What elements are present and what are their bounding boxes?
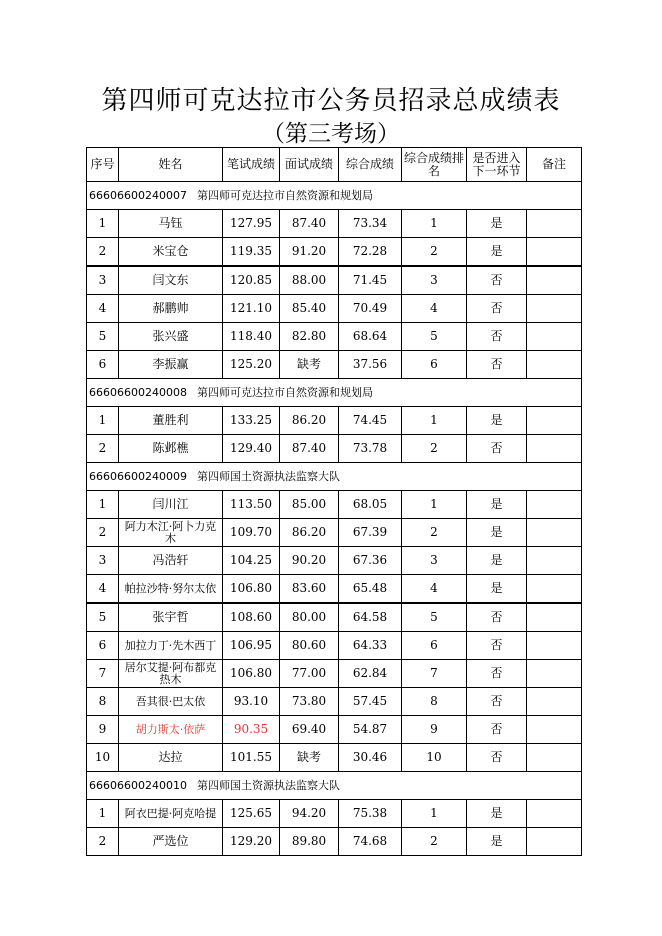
cell-note <box>527 575 582 604</box>
cell-no: 2 <box>87 519 119 547</box>
header-cell-note: 备注 <box>527 148 582 182</box>
cell-no: 1 <box>87 210 119 238</box>
cell-note <box>527 435 582 463</box>
employer-unit: 第四师国土资源执法监察大队 <box>196 779 340 792</box>
cell-interview: 90.20 <box>280 547 339 575</box>
cell-interview: 89.80 <box>280 828 339 856</box>
cell-note <box>527 295 582 323</box>
cell-no: 8 <box>87 688 119 716</box>
cell-name: 达拉 <box>119 744 223 772</box>
table-row <box>87 632 582 660</box>
cell-next: 是 <box>467 800 527 828</box>
cell-name: 张兴盛 <box>119 323 223 351</box>
cell-rank: 1 <box>402 491 467 519</box>
header-cell-no: 序号 <box>87 148 119 182</box>
cell-written: 109.70 <box>223 519 280 547</box>
cell-note <box>527 660 582 688</box>
cell-note <box>527 491 582 519</box>
cell-total: 68.64 <box>339 323 402 351</box>
cell-written: 118.40 <box>223 323 280 351</box>
page-title: 第四师可克达拉市公务员招录总成绩表 <box>101 86 561 116</box>
cell-rank: 9 <box>402 716 467 744</box>
cell-total: 30.46 <box>339 744 402 772</box>
cell-next: 否 <box>467 744 527 772</box>
section-header-row <box>87 463 582 491</box>
cell-written: 129.40 <box>223 435 280 463</box>
position-code: 66606600240010 <box>89 779 187 792</box>
cell-name: 居尔艾提·阿布都克热木 <box>119 660 223 688</box>
table-row <box>87 688 582 716</box>
cell-total: 67.39 <box>339 519 402 547</box>
table-row <box>87 295 582 323</box>
cell-written: 125.20 <box>223 351 280 379</box>
cell-next: 否 <box>467 716 527 744</box>
cell-next: 是 <box>467 575 527 604</box>
table-row <box>87 323 582 351</box>
cell-note <box>527 519 582 547</box>
cell-name: 郝鹏帅 <box>119 295 223 323</box>
cell-no: 6 <box>87 351 119 379</box>
cell-next: 是 <box>467 210 527 238</box>
section-header-row <box>87 379 582 407</box>
header-cell-total: 综合成绩 <box>339 148 402 182</box>
cell-no: 4 <box>87 575 119 604</box>
cell-next: 是 <box>467 238 527 267</box>
cell-note <box>527 351 582 379</box>
cell-total: 67.36 <box>339 547 402 575</box>
cell-name: 闫川江 <box>119 491 223 519</box>
cell-rank: 6 <box>402 351 467 379</box>
cell-next: 否 <box>467 323 527 351</box>
cell-total: 62.84 <box>339 660 402 688</box>
cell-interview: 87.40 <box>280 435 339 463</box>
cell-total: 73.34 <box>339 210 402 238</box>
table-row <box>87 744 582 772</box>
cell-written: 108.60 <box>223 603 280 632</box>
cell-interview: 86.20 <box>280 519 339 547</box>
position-code: 66606600240007 <box>89 189 187 202</box>
table-row <box>87 828 582 856</box>
cell-name: 帕拉沙特·努尔太依 <box>119 575 223 604</box>
cell-written: 101.55 <box>223 744 280 772</box>
cell-interview: 86.20 <box>280 407 339 435</box>
cell-rank: 1 <box>402 407 467 435</box>
table-row <box>87 491 582 519</box>
cell-note <box>527 266 582 295</box>
cell-rank: 5 <box>402 603 467 632</box>
table-row <box>87 519 582 547</box>
cell-no: 6 <box>87 632 119 660</box>
cell-interview: 69.40 <box>280 716 339 744</box>
header-cell-interview: 面试成绩 <box>280 148 339 182</box>
cell-name: 陈邺樵 <box>119 435 223 463</box>
employer-unit: 第四师可克达拉市自然资源和规划局 <box>196 386 373 399</box>
cell-name: 加拉力丁·先木西丁 <box>119 632 223 660</box>
cell-written: 133.25 <box>223 407 280 435</box>
cell-rank: 2 <box>402 828 467 856</box>
cell-total: 74.68 <box>339 828 402 856</box>
cell-note <box>527 744 582 772</box>
cell-total: 37.56 <box>339 351 402 379</box>
section-header-row <box>87 772 582 800</box>
table-row <box>87 575 582 604</box>
cell-name: 阿力木江·阿卜力克木 <box>119 519 223 547</box>
cell-next: 否 <box>467 351 527 379</box>
cell-interview: 83.60 <box>280 575 339 604</box>
cell-rank: 6 <box>402 632 467 660</box>
cell-name: 张宇哲 <box>119 603 223 632</box>
cell-written: 113.50 <box>223 491 280 519</box>
table-row <box>87 238 582 267</box>
table-row <box>87 547 582 575</box>
cell-interview: 91.20 <box>280 238 339 267</box>
cell-interview: 缺考 <box>280 351 339 379</box>
cell-total: 54.87 <box>339 716 402 744</box>
cell-rank: 5 <box>402 323 467 351</box>
cell-no: 2 <box>87 238 119 267</box>
cell-name: 胡力斯太·依萨 <box>119 716 223 744</box>
cell-rank: 2 <box>402 238 467 267</box>
table-row <box>87 351 582 379</box>
cell-rank: 4 <box>402 575 467 604</box>
cell-note <box>527 716 582 744</box>
cell-name: 李振赢 <box>119 351 223 379</box>
table-row <box>87 407 582 435</box>
cell-rank: 8 <box>402 688 467 716</box>
cell-note <box>527 323 582 351</box>
cell-note <box>527 547 582 575</box>
cell-total: 74.45 <box>339 407 402 435</box>
cell-interview: 94.20 <box>280 800 339 828</box>
cell-note <box>527 407 582 435</box>
cell-next: 否 <box>467 603 527 632</box>
cell-name: 吾其很·巴太依 <box>119 688 223 716</box>
cell-interview: 85.00 <box>280 491 339 519</box>
cell-written: 93.10 <box>223 688 280 716</box>
cell-no: 9 <box>87 716 119 744</box>
cell-written: 104.25 <box>223 547 280 575</box>
cell-interview: 缺考 <box>280 744 339 772</box>
cell-note <box>527 603 582 632</box>
cell-rank: 4 <box>402 295 467 323</box>
cell-interview: 85.40 <box>280 295 339 323</box>
score-table <box>86 147 582 856</box>
table-row <box>87 800 582 828</box>
cell-rank: 3 <box>402 547 467 575</box>
cell-name: 冯浩轩 <box>119 547 223 575</box>
cell-rank: 2 <box>402 519 467 547</box>
cell-written: 129.20 <box>223 828 280 856</box>
cell-no: 2 <box>87 435 119 463</box>
position-code: 66606600240009 <box>89 470 187 483</box>
cell-rank: 1 <box>402 800 467 828</box>
cell-total: 65.48 <box>339 575 402 604</box>
cell-total: 68.05 <box>339 491 402 519</box>
cell-no: 5 <box>87 603 119 632</box>
cell-next: 否 <box>467 632 527 660</box>
section-header-cell <box>87 379 582 407</box>
cell-next: 否 <box>467 435 527 463</box>
cell-written: 106.95 <box>223 632 280 660</box>
table-row <box>87 210 582 238</box>
cell-next: 是 <box>467 491 527 519</box>
cell-interview: 80.00 <box>280 603 339 632</box>
cell-total: 75.38 <box>339 800 402 828</box>
cell-name: 闫文东 <box>119 266 223 295</box>
cell-interview: 82.80 <box>280 323 339 351</box>
cell-no: 1 <box>87 800 119 828</box>
header-cell-name: 姓名 <box>119 148 223 182</box>
cell-no: 4 <box>87 295 119 323</box>
cell-total: 70.49 <box>339 295 402 323</box>
cell-written: 127.95 <box>223 210 280 238</box>
position-code: 66606600240008 <box>89 386 187 399</box>
cell-total: 64.33 <box>339 632 402 660</box>
cell-note <box>527 210 582 238</box>
cell-no: 5 <box>87 323 119 351</box>
header-cell-written: 笔试成绩 <box>223 148 280 182</box>
cell-rank: 3 <box>402 266 467 295</box>
table-row <box>87 435 582 463</box>
cell-next: 否 <box>467 295 527 323</box>
cell-name: 严选位 <box>119 828 223 856</box>
table-row <box>87 603 582 632</box>
cell-total: 64.58 <box>339 603 402 632</box>
cell-written: 120.85 <box>223 266 280 295</box>
section-header-cell <box>87 463 582 491</box>
header-cell-next: 是否进入下一环节 <box>467 148 527 182</box>
cell-next: 否 <box>467 266 527 295</box>
cell-name: 董胜利 <box>119 407 223 435</box>
cell-name: 米宝仓 <box>119 238 223 267</box>
employer-unit: 第四师国土资源执法监察大队 <box>196 470 340 483</box>
section-header-cell <box>87 772 582 800</box>
cell-next: 否 <box>467 660 527 688</box>
score-table-body <box>87 148 582 856</box>
cell-rank: 7 <box>402 660 467 688</box>
header-row <box>87 148 582 182</box>
cell-no: 3 <box>87 547 119 575</box>
cell-rank: 2 <box>402 435 467 463</box>
cell-note <box>527 828 582 856</box>
section-header-cell <box>87 182 582 210</box>
cell-written: 106.80 <box>223 660 280 688</box>
cell-note <box>527 688 582 716</box>
cell-total: 57.45 <box>339 688 402 716</box>
cell-note <box>527 800 582 828</box>
cell-next: 是 <box>467 547 527 575</box>
cell-no: 3 <box>87 266 119 295</box>
cell-written: 119.35 <box>223 238 280 267</box>
table-row <box>87 266 582 295</box>
cell-next: 是 <box>467 519 527 547</box>
cell-no: 10 <box>87 744 119 772</box>
cell-total: 73.78 <box>339 435 402 463</box>
cell-name: 阿衣巴提·阿克哈提 <box>119 800 223 828</box>
table-row <box>87 716 582 744</box>
cell-note <box>527 238 582 267</box>
table-row <box>87 660 582 688</box>
cell-no: 2 <box>87 828 119 856</box>
cell-total: 71.45 <box>339 266 402 295</box>
cell-no: 1 <box>87 491 119 519</box>
cell-no: 1 <box>87 407 119 435</box>
cell-interview: 88.00 <box>280 266 339 295</box>
cell-name: 马钰 <box>119 210 223 238</box>
cell-no: 7 <box>87 660 119 688</box>
cell-next: 否 <box>467 688 527 716</box>
cell-rank: 10 <box>402 744 467 772</box>
cell-interview: 80.60 <box>280 632 339 660</box>
cell-written: 106.80 <box>223 575 280 604</box>
cell-written: 90.35 <box>223 716 280 744</box>
employer-unit: 第四师可克达拉市自然资源和规划局 <box>196 189 373 202</box>
cell-next: 是 <box>467 828 527 856</box>
cell-rank: 1 <box>402 210 467 238</box>
cell-interview: 77.00 <box>280 660 339 688</box>
page-subtitle: （第三考场） <box>262 121 400 147</box>
cell-interview: 87.40 <box>280 210 339 238</box>
cell-next: 是 <box>467 407 527 435</box>
cell-interview: 73.80 <box>280 688 339 716</box>
cell-total: 72.28 <box>339 238 402 267</box>
section-header-row <box>87 182 582 210</box>
header-cell-rank: 综合成绩排名 <box>402 148 467 182</box>
cell-written: 125.65 <box>223 800 280 828</box>
cell-note <box>527 632 582 660</box>
cell-written: 121.10 <box>223 295 280 323</box>
